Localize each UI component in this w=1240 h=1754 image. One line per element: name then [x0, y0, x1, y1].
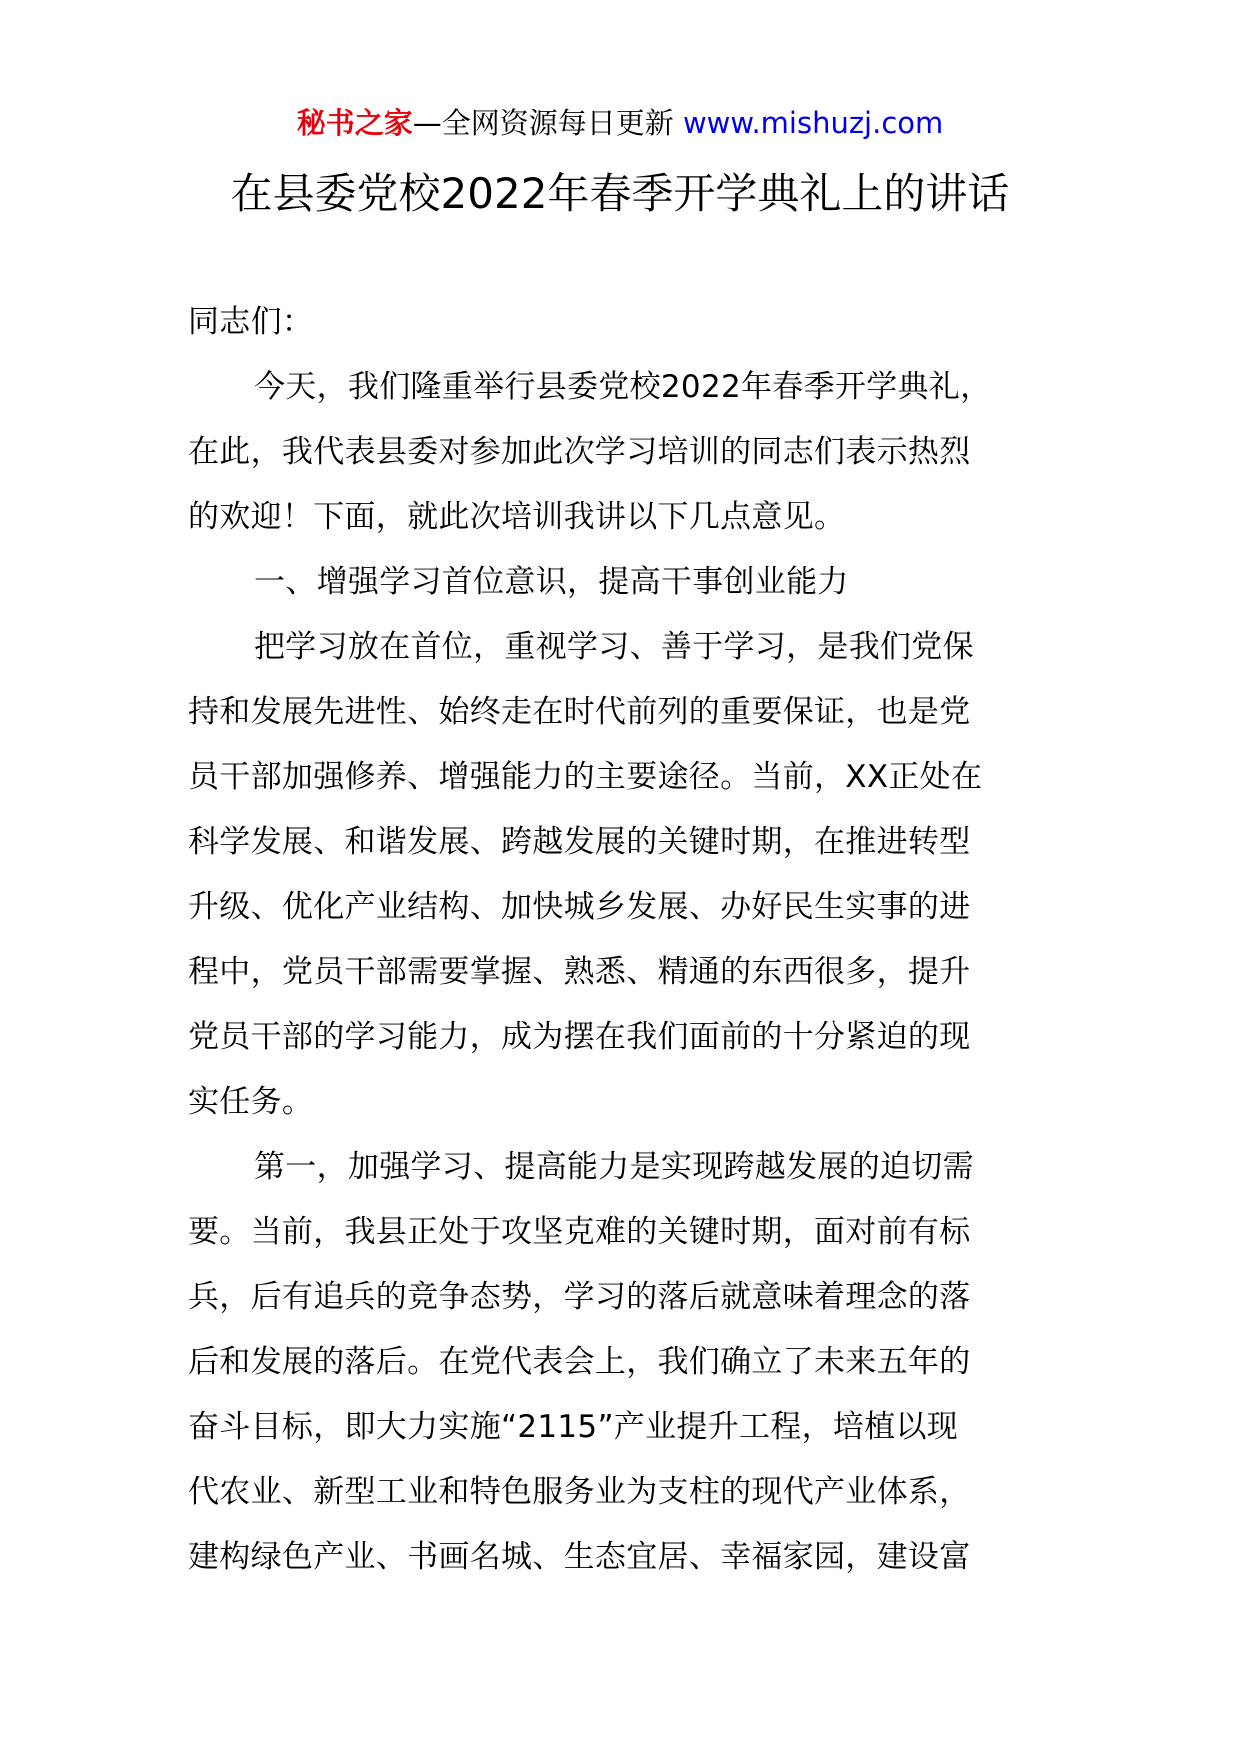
paragraph-line: 科学发展、和谐发展、跨越发展的关键时期，在推进转型 [188, 824, 971, 860]
paragraph-line: 升级、优化产业结构、加快城乡发展、办好民生实事的进 [188, 889, 971, 925]
paragraph-line: 员干部加强修养、增强能力的主要途径。当前，XX正处在 [188, 759, 983, 795]
salutation: 同志们： [188, 304, 314, 340]
paragraph-line: 奋斗目标，即大力实施“2115”产业提升工程，培植以现 [188, 1409, 959, 1445]
paragraph-line: 在此，我代表县委对参加此次学习培训的同志们表示热烈 [188, 434, 971, 470]
site-header [0, 103, 1240, 143]
paragraph-line: 第一，加强学习、提高能力是实现跨越发展的迫切需 [254, 1149, 974, 1185]
paragraph-line: 兵，后有追兵的竞争态势，学习的落后就意味着理念的落 [188, 1279, 971, 1315]
document-body [188, 296, 1063, 1596]
paragraph-line: 实任务。 [188, 1084, 314, 1120]
paragraph-line: 程中，党员干部需要掌握、熟悉、精通的东西很多，提升 [188, 954, 971, 990]
paragraph-line: 今天，我们隆重举行县委党校2022年春季开学典礼， [254, 369, 992, 405]
header-tagline: —全网资源每日更新 [412, 106, 683, 140]
document-title: 在县委党校2022年春季开学典礼上的讲话 [230, 169, 1010, 218]
brand-name: 秘书之家 [296, 106, 413, 140]
paragraph-line: 建构绿色产业、书画名城、生态宜居、幸福家园，建设富 [188, 1539, 971, 1575]
paragraph-line: 持和发展先进性、始终走在时代前列的重要保证，也是党 [188, 694, 971, 730]
paragraph-line: 的欢迎！下面，就此次培训我讲以下几点意见。 [188, 499, 846, 535]
paragraph-line: 把学习放在首位，重视学习、善于学习，是我们党保 [254, 629, 974, 665]
section-heading: 一、增强学习首位意识，提高干事创业能力 [254, 564, 849, 600]
paragraph-line: 后和发展的落后。在党代表会上，我们确立了未来五年的 [188, 1344, 971, 1380]
paragraph-line: 要。当前，我县正处于攻坚克难的关键时期，面对前有标 [188, 1214, 971, 1250]
site-url-link[interactable]: www.mishuzj.com [682, 106, 944, 140]
paragraph-line: 代农业、新型工业和特色服务业为支柱的现代产业体系， [188, 1474, 971, 1510]
paragraph-line: 党员干部的学习能力，成为摆在我们面前的十分紧迫的现 [188, 1019, 971, 1055]
